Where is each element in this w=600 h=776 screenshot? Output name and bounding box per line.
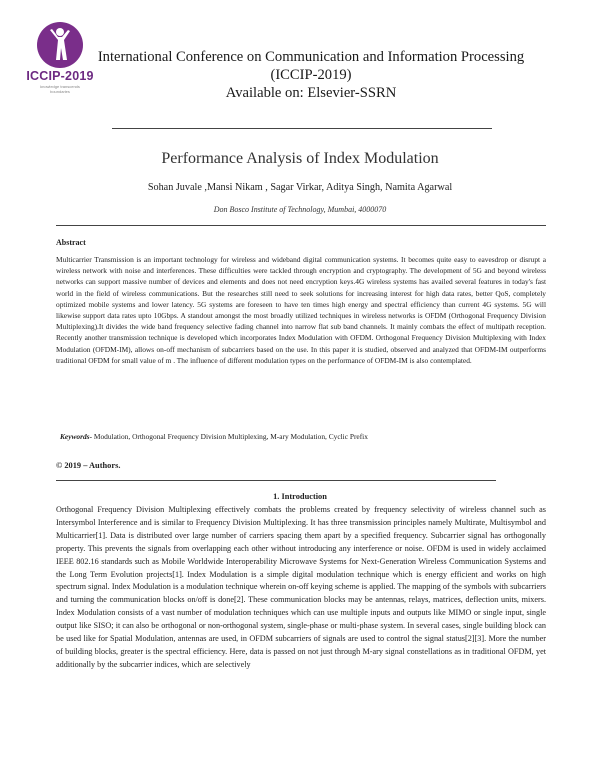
paper-title: Performance Analysis of Index Modulation	[161, 150, 439, 167]
conference-acronym: (ICCIP-2019)	[270, 67, 352, 83]
keywords-label: Keywords-	[60, 432, 93, 441]
logo-tagline: knowledge transcends boundaries	[40, 84, 80, 94]
abstract-heading: Abstract	[56, 238, 86, 247]
keywords-line	[60, 432, 368, 441]
abstract-body: Multicarrier Transmission is an important technology for wireless and wideband digital communication systems. It becomes quite easy to eavesdrop or disrupt a wireless network with noise and interferences. These difficulties were tackled through encryption and cryptography. The development of 5G and beyond wireless networks can support massive number of devices and elements and does not need encryption keys.4G wireless systems has availed several features in today's fast world in the field of wireless communications. But the researches still need to seek solutions for increasing interest for high data rates, better QoS, completely optimized mobile systems and lower latency. 5G systems are foreseen to have ten times high energy and spectral efficiency than current 4G systems. 5G will likewise support data rates upto 10Gbps. A standout amongst the most broadly utilized techniques in wireless networks is OFDM (Orthogonal Frequency Division Multiplexing).It divides the wide band frequency selective fading channel into narrow flat sub band channels. It mainly combats the effect of multipath reception. Recently another transmission technique is developed which incorporates Index Modulation with OFDM. Orthogonal Frequency Division Multiplexing with Index Modulation (OFDM-IM), allows on-off mechanism of subcarriers based on the use. In this paper it is studied, observed and analyzed that OFDM-IM outperforms traditional OFDM for small value of m . The influence of different modulation types on the performance of OFDM-IM is also contemplated.	[56, 255, 546, 365]
copyright-notice: © 2019 – Authors.	[56, 461, 121, 470]
introduction-body: Orthogonal Frequency Division Multiplexing effectively combats the problems created by frequency selectivity of wireless channel such as Intersymbol Interference and is similar to Frequency Division Multiplexing. It has three transmission principles namely Multirate, Multisymbol and Multicarrier[1]. Data is distributed over large number of carriers spacing them apart by a specified frequency. Subcarrier signal has orthogonally property. This prevents the signals from overlapping each other without introducing any interference or noise. OFDM is used in widely acclaimed IEEE 802.16 standards such as Mobile Worldwide Interoperability Microwave Systems for Next-Generation Wireless Communication Systems and the Long Term Evolution projects[1]. Index Modulation is a simple digital modulation technique which is energy efficient and works on high spectrum signal. Index Modulation is a modulation technique wherein on-off keying scheme is applied. The mapping of the symbols with subcarriers and turning the communication blocks on/off is done[2]. These communication blocks may be antennas, relays, matrices, deflection units, mixers. Index Modulation consists of a vast number of modulation techniques which can use multiple inputs and outputs like MIMO or single input, single output like SISO; it can also be orthogonal or non-orthogonal system, single-phase or multi-phase system. In several cases, single building block can be used like for Spatial Modulation, antennas are used, in OFDM subcarriers of signals are used to control the signal status[2][3]. More the number of building blocks, greater is the spectral efficiency. Here, data is passed on not just through M-ary signal constellations as in traditional OFDM, yet additionally by the subcarrier indices, which are selectively	[56, 505, 546, 669]
logo-text: ICCIP-2019	[26, 69, 94, 83]
conference-availability: Available on: Elsevier-SSRN	[225, 85, 397, 101]
paper-affiliation: Don Bosco Institute of Technology, Mumbai, 4000070	[213, 205, 387, 214]
conference-logo	[26, 22, 94, 92]
section-heading-introduction: 1. Introduction	[273, 492, 327, 501]
intro-divider	[56, 480, 496, 481]
abstract-top-divider	[56, 225, 546, 226]
conference-name: International Conference on Communication and Information Processing	[97, 49, 525, 65]
keywords-text: Modulation, Orthogonal Frequency Division Multiplexing, M-ary Modulation, Cyclic Prefix	[92, 432, 368, 441]
paper-authors: Sohan Juvale ,Mansi Nikam , Sagar Virkar, Aditya Singh, Namita Agarwal	[147, 182, 453, 193]
header-divider	[112, 128, 492, 129]
person-figure-icon	[37, 22, 83, 68]
